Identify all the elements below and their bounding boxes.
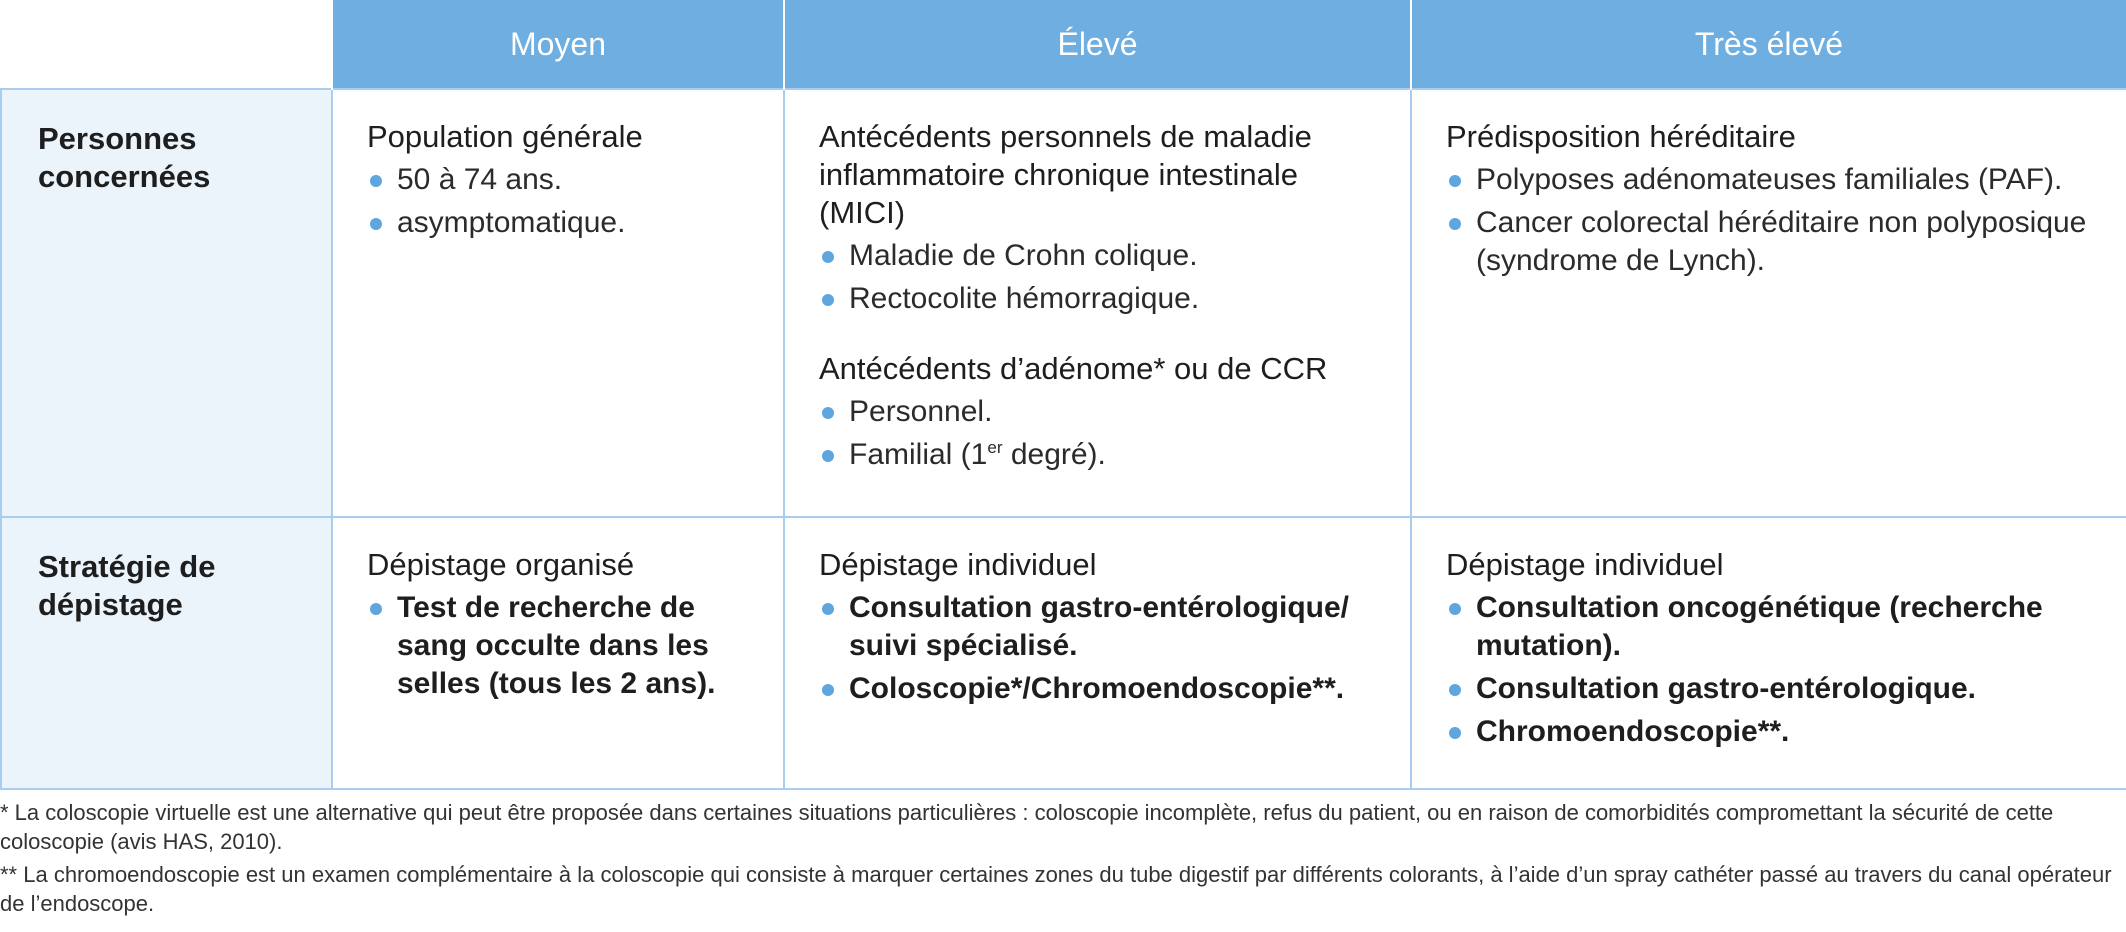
cell-personnes-tres-eleve	[1411, 89, 2126, 517]
bullet-dot-icon	[1449, 603, 1461, 615]
list-item: Consultation oncogénétique (recherche mutation).	[1446, 589, 2096, 665]
cell-strategie-eleve	[784, 517, 1411, 789]
cell-strategie-moyen	[332, 517, 784, 789]
list-item: 50 à 74 ans.	[367, 161, 753, 199]
list-item: Coloscopie*/Chromoendoscopie**.	[819, 670, 1380, 708]
bullet-list	[1446, 161, 2096, 280]
cell-heading: Dépistage organisé	[367, 547, 635, 582]
bullet-dot-icon	[1449, 175, 1461, 187]
column-header-tres-eleve: Très élevé	[1411, 0, 2126, 89]
bullet-dot-icon	[822, 450, 834, 462]
list-item: Rectocolite hémorragique.	[819, 280, 1380, 318]
cell-heading: Dépistage individuel	[1446, 547, 1724, 582]
list-item: asymptomatique.	[367, 204, 753, 242]
bullet-dot-icon	[822, 407, 834, 419]
bullet-dot-icon	[822, 603, 834, 615]
list-item: Personnel.	[819, 393, 1380, 431]
bullet-dot-icon	[1449, 684, 1461, 696]
row-header-strategie: Stratégie de dépistage	[1, 517, 332, 789]
row-header-personnes: Personnes concernées	[1, 89, 332, 517]
list-item: Chromoendoscopie**.	[1446, 713, 2096, 751]
cell-heading: Antécédents personnels de maladie inflammatoire chronique intestinale (MICI)	[819, 119, 1312, 230]
footnotes	[0, 798, 2118, 922]
bullet-list	[367, 589, 753, 703]
bullet-dot-icon	[370, 218, 382, 230]
bullet-dot-icon	[1449, 218, 1461, 230]
list-item: Cancer colorectal héréditaire non polyposique (syndrome de Lynch).	[1446, 204, 2096, 280]
list-item: Consultation gastro-entérologique/ suivi spécialisé.	[819, 589, 1380, 665]
cell-heading: Prédisposition héréditaire	[1446, 119, 1796, 154]
cell-heading: Dépistage individuel	[819, 547, 1097, 582]
list-item: Polyposes adénomateuses familiales (PAF).	[1446, 161, 2096, 199]
bullet-list	[819, 237, 1380, 318]
cell-strategie-tres-eleve	[1411, 517, 2126, 789]
bullet-list	[819, 589, 1380, 708]
table-row-strategie	[1, 517, 2126, 789]
bullet-dot-icon	[822, 684, 834, 696]
bullet-dot-icon	[370, 175, 382, 187]
cell-personnes-moyen	[332, 89, 784, 517]
bullet-list	[1446, 589, 2096, 751]
list-item: Consultation gastro-entérologique.	[1446, 670, 2096, 708]
bullet-list	[367, 161, 753, 242]
bullet-dot-icon	[822, 251, 834, 263]
list-item: Maladie de Crohn colique.	[819, 237, 1380, 275]
bullet-dot-icon	[822, 294, 834, 306]
table-corner	[1, 0, 332, 89]
footnote-chromoendoscopie: ** La chromoendoscopie est un examen complémentaire à la coloscopie qui consiste à marquer certaines zones du tube digestif par différents colorants, à l’aide d’un spray cathéter passé au travers du canal opérateur de l’endoscope.	[0, 862, 2112, 916]
bullet-dot-icon	[370, 603, 382, 615]
bullet-dot-icon	[1449, 727, 1461, 739]
bullet-list	[819, 393, 1380, 474]
column-header-eleve: Élevé	[784, 0, 1411, 89]
column-header-moyen: Moyen	[332, 0, 784, 89]
cell-heading: Antécédents d’adénome* ou de CCR	[819, 351, 1328, 386]
list-item: Test de recherche de sang occulte dans les selles (tous les 2 ans).	[367, 589, 753, 703]
footnote-coloscopie-virtuelle: * La coloscopie virtuelle est une alternative qui peut être proposée dans certaines situations particulières : coloscopie incomplète, refus du patient, ou en raison de comorbidités compromettant la sécurité de cette coloscopie (avis HAS, 2010).	[0, 800, 2054, 854]
cell-heading: Population générale	[367, 119, 643, 154]
cell-personnes-eleve	[784, 89, 1411, 517]
list-item: Familial (1er degré).	[819, 436, 1380, 474]
table-row-personnes	[1, 89, 2126, 517]
